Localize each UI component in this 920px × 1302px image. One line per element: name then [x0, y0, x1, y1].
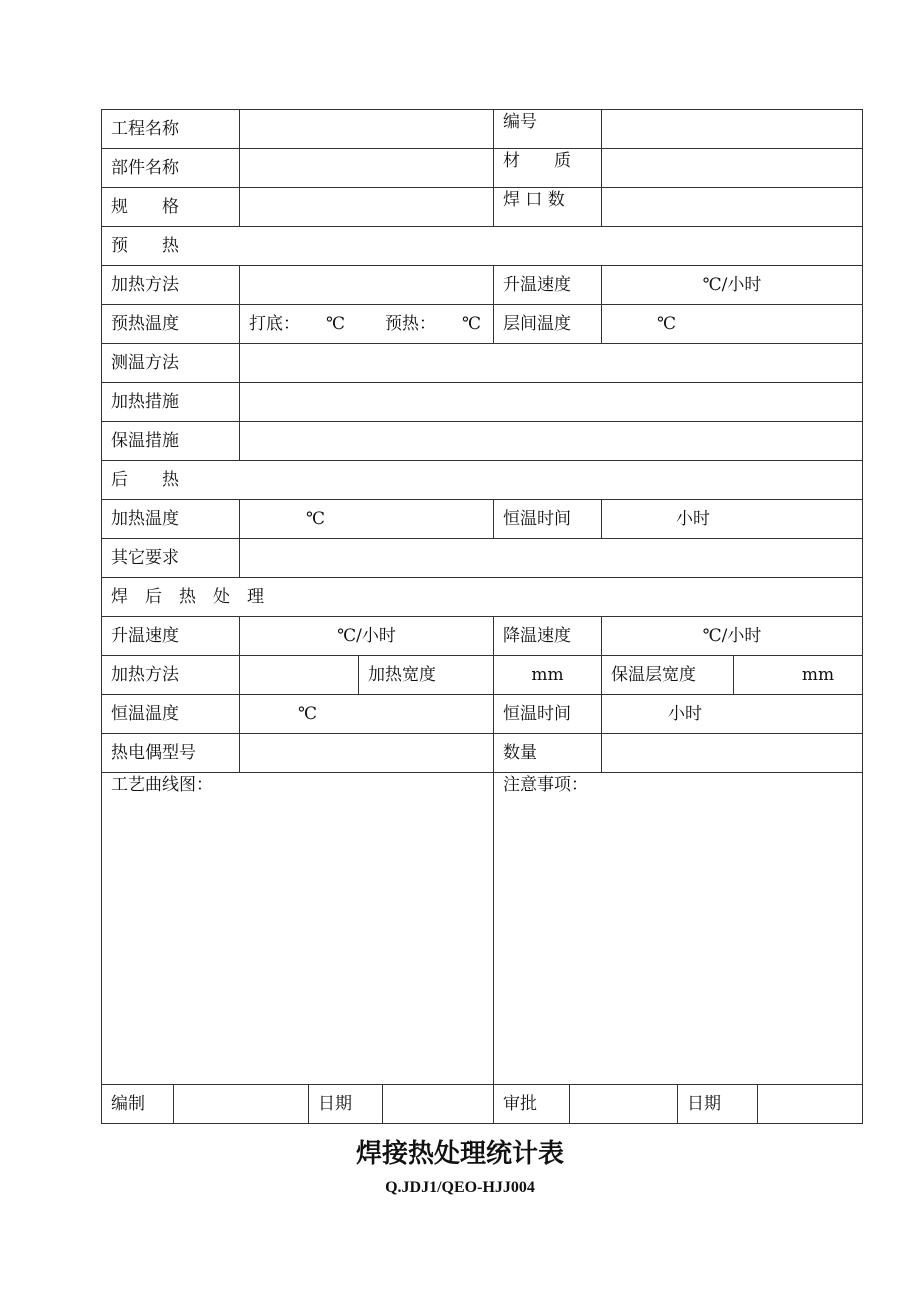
postheat-temp-unit: ℃ [306, 509, 326, 529]
heating-measures-label: 加热措施 [101, 382, 239, 421]
preheat-ramp-rate-label: 升温速度 [493, 265, 601, 304]
weld-count-label: 焊 口 数 [493, 187, 601, 226]
interpass-temp-unit: ℃ [657, 314, 677, 334]
pwht-ramp-down-label: 降温速度 [493, 616, 601, 655]
ramp-down-unit: ℃/小时 [702, 626, 762, 646]
document-title: 焊接热处理统计表 [355, 1139, 564, 1169]
heat-width-label: 加热宽度 [358, 655, 493, 694]
process-curve-label: 工艺曲线图： [111, 775, 213, 795]
pwht-hold-temp-field[interactable] [239, 694, 493, 733]
table-right-border [862, 109, 863, 1123]
project-name-label: 工程名称 [101, 109, 239, 148]
number-label: 编号 [493, 109, 601, 148]
heat-width-unit: mm [531, 665, 564, 685]
other-req-field[interactable] [239, 538, 862, 577]
interpass-temp-field[interactable] [601, 304, 862, 343]
insulation-width-unit: mm [801, 665, 835, 685]
preheat-temp-label: 预热温度 [101, 304, 239, 343]
postheat-temp-field[interactable] [239, 499, 493, 538]
thermocouple-label: 热电偶型号 [101, 733, 239, 772]
document-code: Q.JDJ1/QEO-HJJ004 [385, 1179, 535, 1196]
prepared-by-label: 编制 [101, 1084, 173, 1123]
postheat-hold-time-field[interactable] [601, 499, 862, 538]
quantity-field[interactable] [601, 733, 862, 772]
weld-count-field[interactable] [601, 187, 862, 226]
pwht-ramp-up-label: 升温速度 [101, 616, 239, 655]
prepared-date-field[interactable] [382, 1084, 493, 1123]
pwht-hold-temp-unit: ℃ [298, 704, 318, 724]
other-req-label: 其它要求 [101, 538, 239, 577]
pwht-hold-time-label: 恒温时间 [493, 694, 601, 733]
pwht-ramp-up-field[interactable] [239, 616, 493, 655]
ramp-rate-unit: ℃/小时 [702, 275, 762, 295]
postheat-hold-time-label: 恒温时间 [493, 499, 601, 538]
postheat-hours-unit: 小时 [676, 509, 710, 529]
preheat-heat-method-label: 加热方法 [101, 265, 239, 304]
part-name-label: 部件名称 [101, 148, 239, 187]
insulation-measures-label: 保温措施 [101, 421, 239, 460]
pwht-heat-method-label: 加热方法 [101, 655, 239, 694]
approved-by-field[interactable] [569, 1084, 677, 1123]
approved-date-field[interactable] [757, 1084, 862, 1123]
number-field[interactable] [601, 109, 862, 148]
approved-date-label: 日期 [677, 1084, 757, 1123]
postheat-section-header: 后 热 [101, 460, 862, 499]
thermocouple-field[interactable] [239, 733, 493, 772]
notes-label: 注意事项： [503, 775, 588, 795]
pwht-heat-method-field[interactable] [239, 655, 358, 694]
approved-by-label: 审批 [493, 1084, 569, 1123]
project-name-field[interactable] [239, 109, 493, 148]
material-field[interactable] [601, 148, 862, 187]
heat-width-field[interactable] [493, 655, 601, 694]
insulation-measures-field[interactable] [239, 421, 862, 460]
preheat-ramp-rate-field[interactable] [601, 265, 862, 304]
material-label: 材 质 [493, 148, 601, 187]
pwht-section-header: 焊 后 热 处 理 [101, 577, 862, 616]
ramp-up-unit: ℃/小时 [337, 626, 396, 646]
measure-method-label: 测温方法 [101, 343, 239, 382]
pwht-hold-temp-label: 恒温温度 [101, 694, 239, 733]
pwht-ramp-down-field[interactable] [601, 616, 862, 655]
preheat-temp-unit: ℃ [462, 314, 482, 334]
process-curve-area[interactable] [101, 772, 493, 1084]
pwht-hours-unit: 小时 [668, 704, 702, 724]
preheat-temp-sublabel: 预热： [385, 314, 437, 334]
interpass-temp-label: 层间温度 [493, 304, 601, 343]
quantity-label: 数量 [493, 733, 601, 772]
part-name-field[interactable] [239, 148, 493, 187]
insulation-width-field[interactable] [733, 655, 862, 694]
heat-treatment-form [101, 109, 862, 1123]
insulation-width-label: 保温层宽度 [601, 655, 733, 694]
notes-area[interactable] [493, 772, 862, 1084]
spec-field[interactable] [239, 187, 493, 226]
base-temp-unit: ℃ [326, 314, 346, 334]
preheat-temp-field[interactable] [239, 304, 493, 343]
prepared-by-field[interactable] [173, 1084, 308, 1123]
heating-measures-field[interactable] [239, 382, 862, 421]
base-temp-label: 打底： [249, 314, 300, 334]
prepared-date-label: 日期 [308, 1084, 382, 1123]
postheat-temp-label: 加热温度 [101, 499, 239, 538]
pwht-hold-time-field[interactable] [601, 694, 862, 733]
spec-label: 规 格 [101, 187, 239, 226]
preheat-heat-method-field[interactable] [239, 265, 493, 304]
measure-method-field[interactable] [239, 343, 862, 382]
table-bottom-border [101, 1123, 863, 1124]
preheat-section-header: 预 热 [101, 226, 862, 265]
